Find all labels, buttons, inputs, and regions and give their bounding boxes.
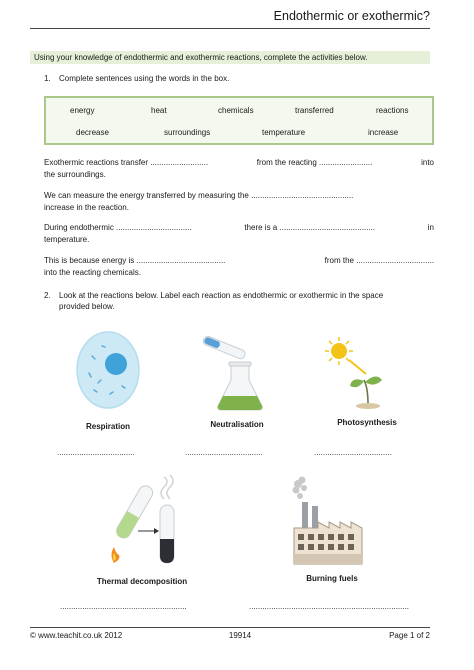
sentence-3-part-c: in bbox=[427, 223, 434, 232]
question-1-prompt: Complete sentences using the words in the box. bbox=[59, 74, 230, 83]
plant-illustration bbox=[324, 336, 396, 410]
sentence-2-line-2: increase in the reaction. bbox=[44, 203, 129, 212]
sentence-4-part-a: This is because energy is ........................................ bbox=[44, 256, 226, 265]
word-surroundings: surroundings bbox=[164, 128, 211, 137]
sentence-1-part-c: into bbox=[421, 158, 434, 167]
word-transferred: transferred bbox=[295, 106, 334, 115]
answer-line-burning-fuels: ........................................................................ bbox=[249, 602, 410, 611]
sentence-2 bbox=[44, 190, 434, 214]
label-burning-fuels: Burning fuels bbox=[306, 574, 358, 583]
sentence-1-part-b: from the reacting ........................ bbox=[256, 158, 373, 167]
word-temperature: temperature bbox=[262, 128, 306, 137]
label-photosynthesis: Photosynthesis bbox=[337, 418, 397, 427]
label-thermal-decomposition: Thermal decomposition bbox=[96, 577, 188, 586]
sentence-3-part-b: there is a ........................................... bbox=[244, 223, 376, 232]
instructions-banner: Using your knowledge of endothermic and exothermic reactions, complete the activities below. bbox=[30, 51, 430, 64]
sentence-4-part-b: from the ................................... bbox=[324, 256, 434, 265]
header-divider bbox=[30, 28, 430, 29]
word-reactions: reactions bbox=[376, 106, 409, 115]
sentence-1-part-a: Exothermic reactions transfer .......................... bbox=[44, 158, 209, 167]
flask-illustration bbox=[200, 334, 274, 412]
label-respiration: Respiration bbox=[85, 422, 130, 431]
sentence-1 bbox=[44, 157, 434, 181]
sentence-3-line-2: temperature. bbox=[44, 235, 90, 244]
cell-illustration bbox=[72, 328, 144, 412]
footer-copyright: © www.teachit.co.uk 2012 bbox=[30, 631, 123, 640]
word-energy: energy bbox=[70, 106, 95, 115]
answer-line-thermal-decomposition: ......................................................... bbox=[60, 602, 187, 611]
sentence-3-part-a: During endothermic .................................. bbox=[44, 223, 192, 232]
question-2-number: 2. bbox=[44, 291, 51, 300]
page-title: Endothermic or exothermic? bbox=[273, 9, 430, 23]
answer-line-respiration: ................................... bbox=[57, 448, 135, 457]
question-1-number: 1. bbox=[44, 74, 51, 83]
sentence-3 bbox=[44, 222, 434, 246]
footer-page-number: Page 1 of 2 bbox=[389, 631, 430, 640]
footer-divider bbox=[30, 627, 430, 628]
question-2-prompt-line-1: Look at the reactions below. Label each reaction as endothermic or exothermic in the space bbox=[59, 291, 384, 300]
word-decrease: decrease bbox=[76, 128, 109, 137]
word-chemicals: chemicals bbox=[218, 106, 254, 115]
answer-line-neutralisation: ................................... bbox=[185, 448, 263, 457]
factory-illustration bbox=[288, 476, 368, 568]
answer-line-photosynthesis: ................................... bbox=[314, 448, 392, 457]
word-increase: increase bbox=[368, 128, 399, 137]
label-neutralisation: Neutralisation bbox=[210, 420, 264, 429]
word-box bbox=[44, 96, 434, 145]
question-2-prompt-line-2: provided below. bbox=[59, 302, 115, 311]
question-1 bbox=[44, 73, 434, 84]
sentence-4-line-2: into the reacting chemicals. bbox=[44, 268, 141, 277]
sentence-1-line-2: the surroundings. bbox=[44, 170, 106, 179]
sentence-4 bbox=[44, 255, 434, 279]
sentence-2-line-1: We can measure the energy transferred by measuring the .............................................. bbox=[44, 191, 354, 200]
thermal-decomposition-illustration bbox=[104, 475, 200, 573]
footer-code: 19914 bbox=[228, 631, 252, 640]
question-2 bbox=[44, 290, 434, 314]
word-heat: heat bbox=[151, 106, 167, 115]
